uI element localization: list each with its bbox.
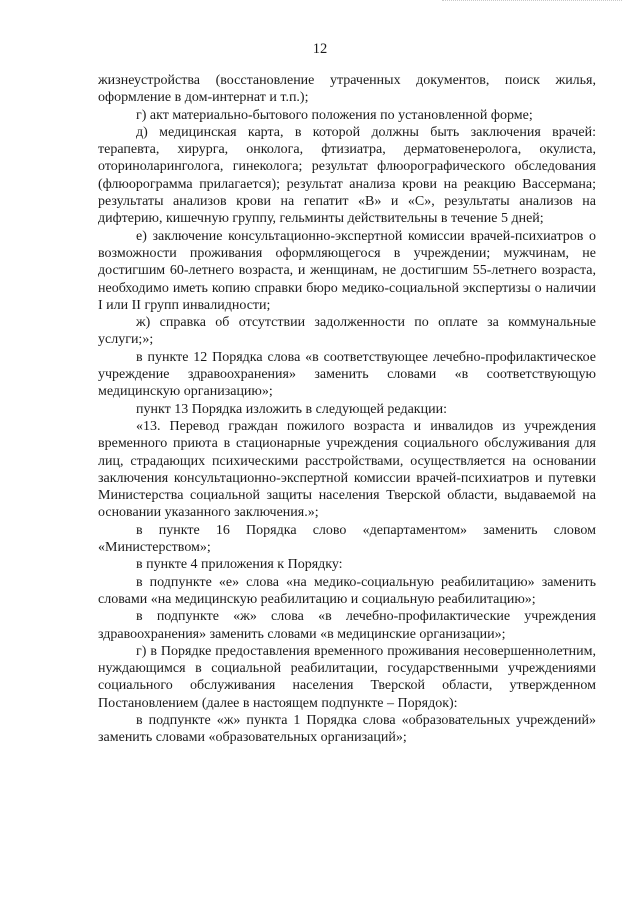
paragraph-point-12: в пункте 12 Порядка слова «в соответствующее лечебно-профилактическое учреждение здравоохранения» заменить словами «в соответствующую медицинскую организацию»; <box>98 349 596 400</box>
document-body <box>98 72 596 747</box>
paragraph-point-16: в пункте 16 Порядка слово «департаментом» заменить словом «Министерством»; <box>98 522 596 556</box>
paragraph-appendix-point-4: в пункте 4 приложения к Порядку: <box>136 557 343 573</box>
paragraph-item-g: г) акт материально-бытового положения по установленной форме; <box>136 107 533 123</box>
paragraph-continuation: жизнеустройства (восстановление утраченных документов, поиск жилья, оформление в дом-интернат и т.п.); <box>98 73 596 106</box>
paragraph-item-g-minors: г) в Порядке предоставления временного проживания несовершеннолетним, нуждающимся в социальной реабилитации, государственными учреждениями социального обслуживания населения Тверской области, утвержденном Постановлением (далее в настоящем подпункте – Порядок): <box>98 643 596 711</box>
paragraph-point-13-intro: пункт 13 Порядка изложить в следующей редакции: <box>136 401 447 417</box>
paragraph-point-13-text: «13. Перевод граждан пожилого возраста и инвалидов из учреждения временного приюта в стационарные учреждения социального обслуживания для лиц, страдающих психическими расстройствами, осуществляется на основании заключения консультационно-экспертной комиссии врачей-психиатров и путевки Министерства социальной защиты населения Тверской области, выдаваемой на основании указанного заключения.»; <box>98 418 596 521</box>
paragraph-subpoint-e: в подпункте «е» слова «на медико-социальную реабилитацию» заменить словами «на медицинскую реабилитацию и социальную реабилитацию»; <box>98 574 596 607</box>
page-number: 12 <box>312 41 328 57</box>
paragraph-item-zh: ж) справка об отсутствии задолженности по оплате за коммунальные услуги;»; <box>98 315 596 348</box>
paragraph-subpoint-zh: в подпункте «ж» слова «в лечебно-профилактические учреждения здравоохранения» заменить словами «в медицинские организации»; <box>98 609 596 642</box>
paragraph-item-e: е) заключение консультационно-экспертной комиссии врачей-психиатров о возможности проживания оформляющегося в учреждении; мужчинам, не достигшим 60-летнего возраста, и женщинам, не достигшим 55-летнего возраста, необходимо иметь копию справки бюро медико-социальной экспертизы о наличии I или II групп инвалидности; <box>98 228 596 313</box>
scan-corner-mark <box>442 0 622 4</box>
paragraph-item-d: д) медицинская карта, в которой должны быть заключения врачей: терапевта, хирурга, онколога, фтизиатра, дерматовенеролога, окулиста, оториноларинголога, гинеколога; результат флюорографического обследования (флюорограмма прилагается); результат анализа крови на реакцию Вассермана; результаты анализов крови на гепатит «В» и «С», результаты анализов на дифтерию, кишечную группу, гельминты действительны в течение 5 дней; <box>98 124 596 227</box>
paragraph-subpoint-zh-point-1: в подпункте «ж» пункта 1 Порядка слова «образовательных учреждений» заменить словами «образовательных организаций»; <box>98 712 596 746</box>
